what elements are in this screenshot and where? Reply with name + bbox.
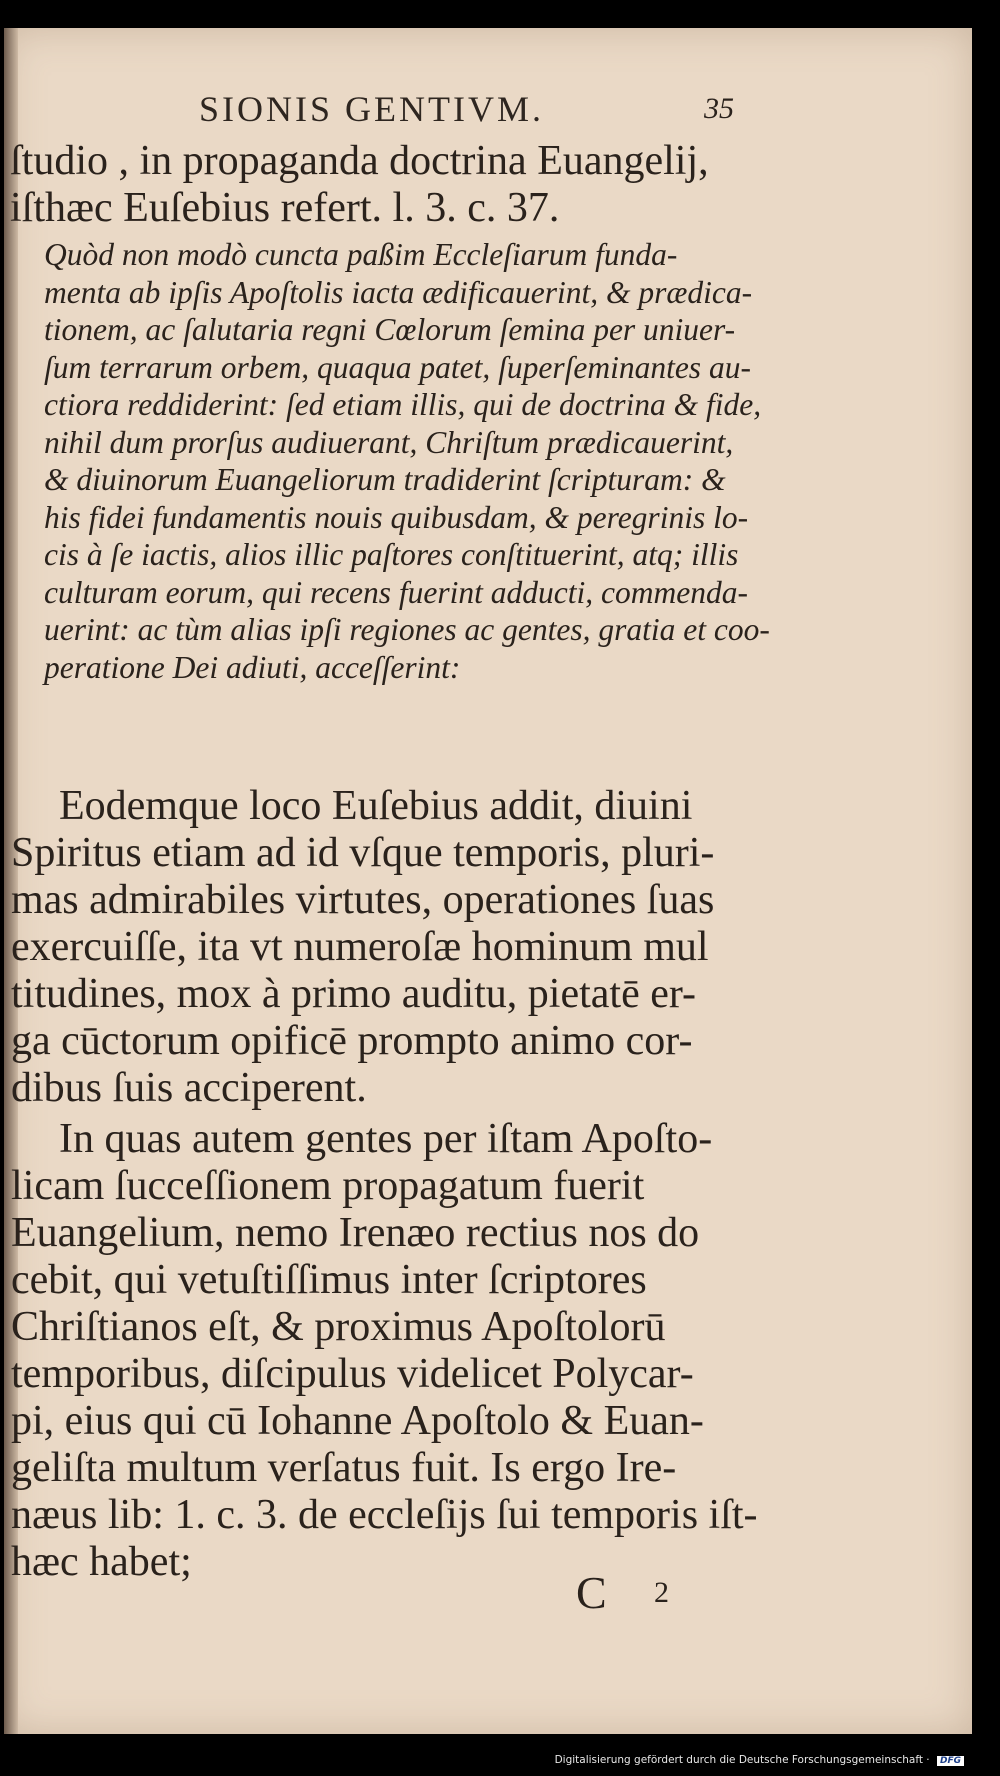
quote-line: his fidei fundamentis nouis quibusdam, & peregrinis lo- xyxy=(44,499,749,535)
digitization-credit xyxy=(555,1754,964,1766)
signature-number: 2 xyxy=(654,1576,669,1609)
text-line: licam ſucceſſionem propagatum fuerit xyxy=(11,1163,645,1209)
text-line: ga cūctorum opificē prompto animo cor- xyxy=(11,1018,693,1064)
text-line: iſthæc Euſebius refert. l. 3. c. 37. xyxy=(10,185,560,231)
text-line: Eodemque loco Euſebius addit, diuini xyxy=(59,783,693,829)
book-page xyxy=(4,28,972,1734)
quote-line: ctiora reddiderint: ſed etiam illis, qui de doctrina & fide, xyxy=(44,387,762,422)
quote-line: uerint: ac tùm alias ipſi regiones ac gentes, gratia et coo- xyxy=(44,612,770,647)
text-line: Euangelium, nemo Irenæo rectius nos do xyxy=(11,1210,700,1256)
text-line: Spiritus etiam ad id vſque temporis, pluri- xyxy=(11,830,715,876)
credit-text: Digitalisierung gefördert durch die Deutsche Forschungsgemeinschaft · xyxy=(554,1754,930,1766)
text-line: exercuiſſe, ita vt numeroſæ hominum mul xyxy=(11,924,709,970)
text-line: titudines, mox à primo auditu, pietatē er- xyxy=(11,971,696,1017)
text-line: Chriſtianos eſt, & proximus Apoſtolorū xyxy=(11,1304,666,1350)
text-line: In quas autem gentes per iſtam Apoſto- xyxy=(59,1116,713,1162)
signature-mark: C xyxy=(576,1567,607,1618)
quote-line: Quòd non modò cuncta paßim Eccleſiarum funda- xyxy=(44,237,678,272)
quote-line: ſum terrarum orbem, quaqua patet, ſuperſeminantes au- xyxy=(44,349,751,385)
text-line: dibus ſuis acciperent. xyxy=(11,1065,367,1111)
paragraph-3 xyxy=(11,1116,839,1586)
text-line: mas admirabiles virtutes, operationes ſuas xyxy=(11,877,715,923)
quote-line: nihil dum prorſus audiuerant, Chriſtum prædicauerint, xyxy=(44,424,734,460)
running-header: SIONIS GENTIVM. xyxy=(199,89,544,129)
text-line: geliſta multum verſatus fuit. Is ergo Ire- xyxy=(11,1445,677,1491)
paragraph-2 xyxy=(11,783,839,1112)
text-line: næus lib: 1. c. 3. de eccleſijs ſui temporis iſt- xyxy=(11,1492,758,1538)
quote-line: peratione Dei adiuti, acceſſerint: xyxy=(44,649,461,685)
text-line: temporibus, diſcipulus videlicet Polycar- xyxy=(11,1351,694,1397)
dfg-logo-icon: DFG xyxy=(937,1756,964,1766)
text-line: pi, eius qui cū Iohanne Apoſtolo & Euan- xyxy=(11,1398,704,1444)
quote-line: menta ab ipſis Apoſtolis iacta ædificauerint, & prædica- xyxy=(44,274,753,310)
text-line: ſtudio , in propaganda doctrina Euangelij, xyxy=(10,138,709,184)
quote-line: culturam eorum, qui recens fuerint adducti, commenda- xyxy=(44,574,748,610)
page-number: 35 xyxy=(704,92,734,125)
text-line: cebit, qui vetuſtiſſimus inter ſcriptores xyxy=(11,1257,647,1303)
quote-line: tionem, ac ſalutaria regni Cœlorum ſemina per uniuer- xyxy=(44,312,736,347)
text-line: hæc habet; xyxy=(11,1539,192,1585)
quote-line: & diuinorum Euangeliorum tradiderint ſcripturam: & xyxy=(44,462,726,497)
quotation-block xyxy=(44,236,824,686)
text-block-1 xyxy=(10,138,790,232)
quote-line: cis à ſe iactis, alios illic paſtores conſtituerint, atq; illis xyxy=(44,537,739,572)
